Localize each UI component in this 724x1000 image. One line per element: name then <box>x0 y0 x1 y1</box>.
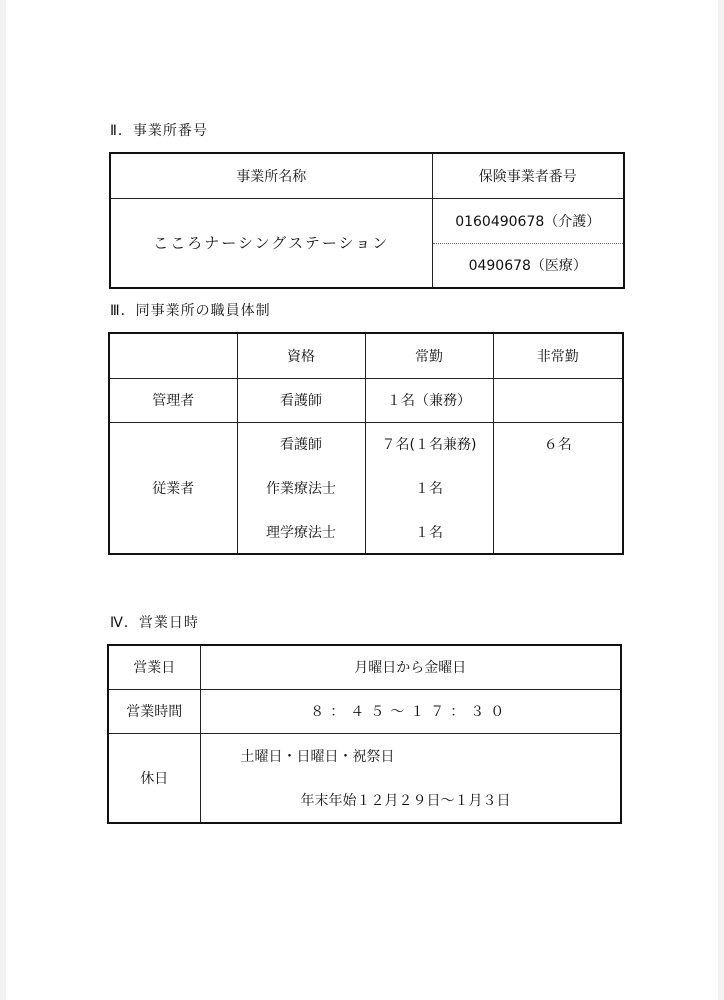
staff-fulltime: １名 <box>365 510 493 554</box>
manager-parttime <box>493 378 623 422</box>
business-hours-label: 営業時間 <box>108 689 200 733</box>
insurance-number-care: 0160490678（介護） <box>432 198 624 243</box>
staff-qualification: 作業療法士 <box>237 466 365 510</box>
section-3-heading: Ⅲ．同事業所の職員体制 <box>110 303 271 319</box>
staff-qualification: 看護師 <box>237 422 365 466</box>
staff-parttime <box>493 510 623 554</box>
qualification-header: 資格 <box>237 333 365 378</box>
section-4-heading: Ⅳ．営業日時 <box>110 615 199 631</box>
page-edge-left <box>0 0 6 1000</box>
staff-qualification: 理学療法士 <box>237 510 365 554</box>
business-days-label: 営業日 <box>108 645 200 689</box>
business-days-value: 月曜日から金曜日 <box>200 645 621 689</box>
manager-qualification: 看護師 <box>237 378 365 422</box>
staff-table <box>108 332 624 555</box>
staff-header-blank <box>109 333 237 378</box>
page-edge-right <box>718 0 724 1000</box>
staff-fulltime: １名 <box>365 466 493 510</box>
office-name-cell: こころナーシングステーション <box>110 198 432 288</box>
holidays-label: 休日 <box>108 733 200 823</box>
insurance-number-header: 保険事業者番号 <box>432 153 624 198</box>
business-hours-value: ８：４５〜１７：３０ <box>200 689 621 733</box>
section-2-heading: Ⅱ．事業所番号 <box>110 123 208 139</box>
manager-role: 管理者 <box>109 378 237 422</box>
holidays-line-1: 土曜日・日曜日・祝祭日 <box>200 733 621 778</box>
staff-parttime: ６名 <box>493 422 623 466</box>
business-hours-table <box>107 644 622 824</box>
insurance-number-medical: 0490678（医療） <box>432 243 624 288</box>
fulltime-header: 常勤 <box>365 333 493 378</box>
office-name-header: 事業所名称 <box>110 153 432 198</box>
office-number-table <box>109 152 625 289</box>
holidays-line-2: 年末年始１２月２９日〜１月３日 <box>200 778 621 823</box>
parttime-header: 非常勤 <box>493 333 623 378</box>
staff-fulltime: ７名(１名兼務) <box>365 422 493 466</box>
manager-fulltime: １名（兼務） <box>365 378 493 422</box>
staff-parttime <box>493 466 623 510</box>
staff-role: 従業者 <box>109 422 237 554</box>
